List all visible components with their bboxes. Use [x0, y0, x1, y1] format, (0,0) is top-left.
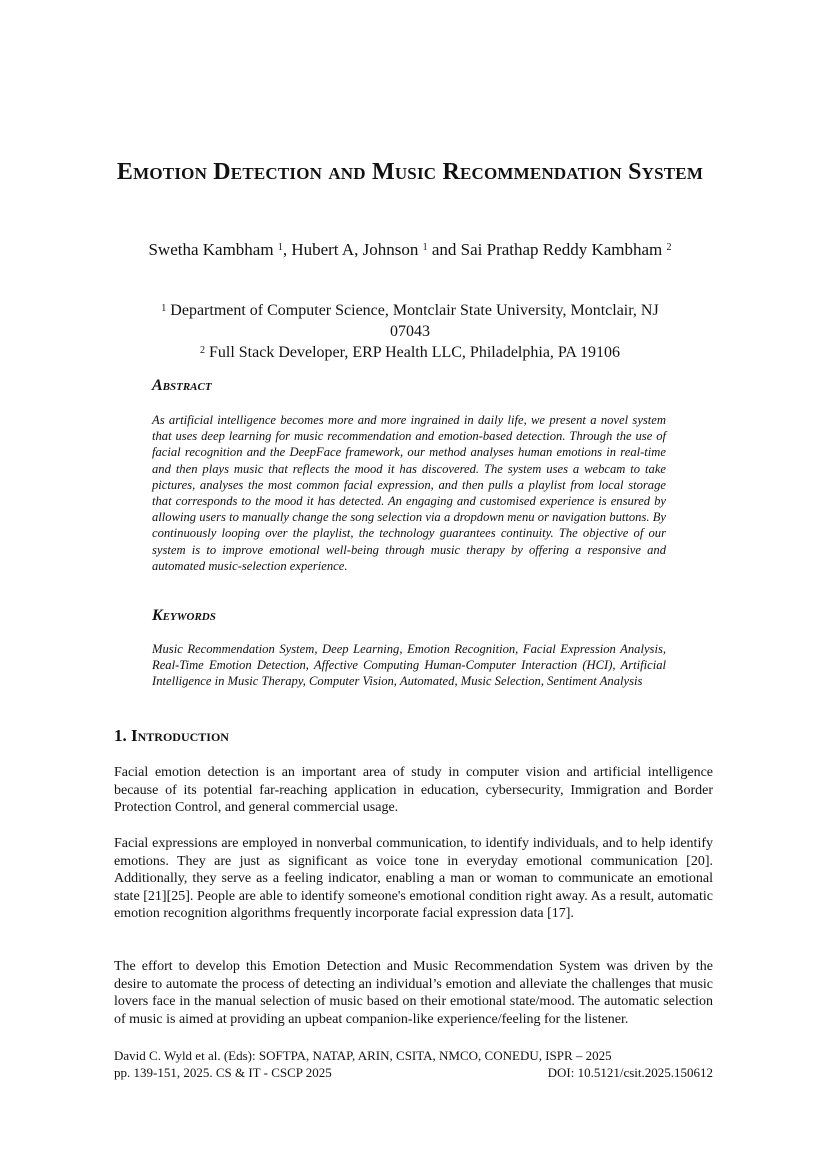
author-affil-marker: 1: [277, 242, 283, 253]
affiliation-text: Department of Computer Science, Montclair State University, Montclair, NJ 07043: [170, 302, 659, 340]
keywords-text: Music Recommendation System, Deep Learning, Emotion Recognition, Facial Expression Analysis, Real-Time Emotion Detection, Affective Computing Human-Computer Interaction (HCI), Artificial Intelligence in Music Therapy, Computer Vision, Automated, Music Selection, Sentiment Analysis: [152, 642, 666, 689]
paper-title: Emotion Detection and Music Recommendation System: [116, 159, 704, 185]
affiliation-text: Full Stack Developer, ERP Health LLC, Philadelphia, PA 19106: [208, 344, 621, 361]
body-paragraph: Facial emotion detection is an important area of study in computer vision and artificial intelligence because of its potential far-reaching application in education, cybersecurity, Immigration and Border Protection Control, and general commercial usage.: [114, 765, 713, 815]
author-list: [140, 238, 680, 261]
affiliation-1: [140, 300, 680, 342]
author-affil-marker: 2: [666, 242, 672, 253]
keywords-heading: Keywords: [152, 607, 216, 624]
affiliation-2: [140, 342, 680, 363]
author-name: Sai Prathap Reddy Kambham: [460, 240, 663, 259]
abstract-text: As artificial intelligence becomes more and more ingrained in daily life, we present a novel system that uses deep learning for music recommendation and emotion-based detection. Through the use of facial recognition and the DeepFace framework, our method analyses human emotions in real-time and then plays music that reflects the mood it has discovered. The system uses a webcam to take pictures, analyses the most common facial expression, and then pulls a playlist from local storage that corresponds to the mood it has detected. An engaging and customised experience is ensured by allowing users to manually change the song selection via a dropdown menu or navigation buttons. By continuously looping over the playlist, the technology guarantees continuity. The objective of our system is to improve emotional well-being through music therapy by offering a responsive and automated music-selection experience.: [152, 413, 666, 573]
introduction-heading: 1. Introduction: [114, 726, 229, 745]
affiliation-marker: 1: [161, 303, 167, 314]
footer-doi: DOI: 10.5121/csit.2025.150612: [547, 1065, 713, 1080]
body-paragraph: Facial expressions are employed in nonverbal communication, to identify individuals, and to help identify emotions. They are just as significant as voice tone in everyday emotional communication [20]. Additionally, they serve as a feeling indicator, enabling a man or woman to communicate an emotional state [21][25]. People are able to identify someone's emotional condition right away. As a result, automatic emotion recognition algorithms frequently incorporate facial expression data [17].: [114, 836, 713, 921]
affiliation-list: [140, 300, 680, 363]
author-name: Swetha Kambham: [148, 240, 274, 259]
abstract-heading: Abstract: [152, 377, 212, 394]
footer-citation: [114, 1064, 713, 1081]
author-name: Hubert A, Johnson: [291, 240, 419, 259]
affiliation-marker: 2: [199, 345, 205, 356]
author-affil-marker: 1: [422, 242, 428, 253]
author-separator: ,: [282, 240, 292, 259]
footer-proceedings: David C. Wyld et al. (Eds): SOFTPA, NATAP, ARIN, CSITA, NMCO, CONEDU, ISPR – 2025: [114, 1048, 612, 1063]
footer-pages: pp. 139-151, 2025. CS & IT - CSCP 2025: [114, 1065, 332, 1080]
author-separator: and: [427, 240, 461, 259]
body-paragraph: The effort to develop this Emotion Detection and Music Recommendation System was driven by the desire to automate the process of detecting an individual’s emotion and alleviate the challenges that music lovers face in the manual selection of music based on their emotional state/mood. The automatic selection of music is aimed at providing an upbeat companion-like experience/feeling for the listener.: [114, 959, 713, 1027]
